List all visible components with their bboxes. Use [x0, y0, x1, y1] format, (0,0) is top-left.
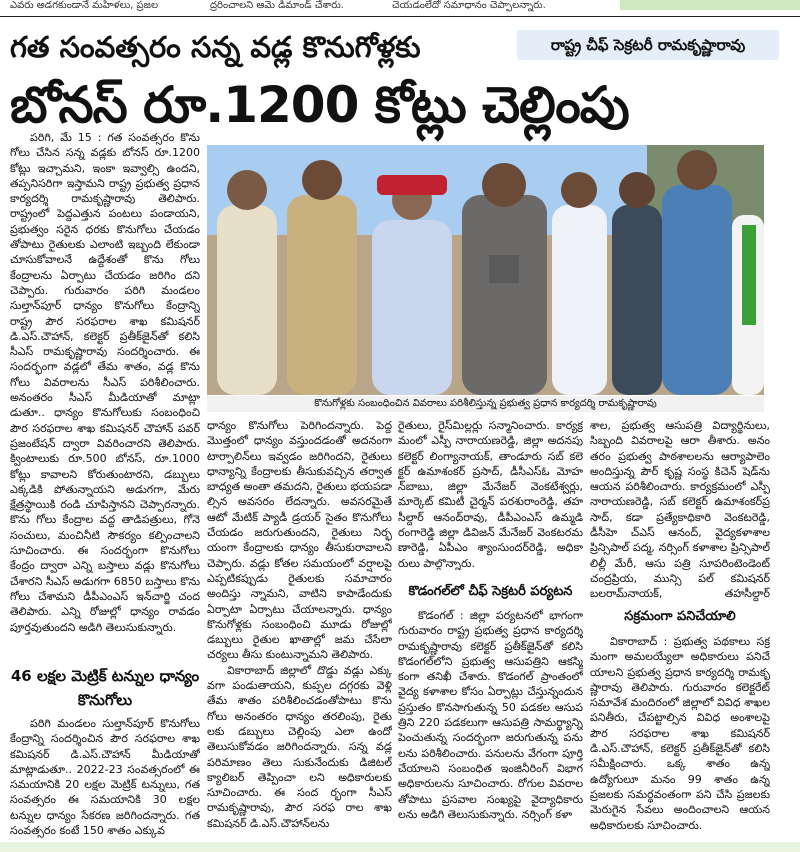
article-column-1-bottom: [10, 716, 200, 838]
subheading-paddy-purchase: 46 లక్షల మెట్రిక్ టన్నుల ధాన్యం కొనుగోలు: [10, 667, 200, 709]
photo-illustration: [207, 145, 764, 395]
paragraph: పరిగి, మే 15 : గత సంవత్సరం కొను గోలు చేసిన సన్న వడ్లకు బోనస్ రూ.1200 కోట్లు ఇచ్చామని, ఇంకా ఇవ్వాల్సి ఉందని, తప్పనిసరిగా ఇస్తామని రాష్ట్ర ప్రభుత్వ ప్రధాన కార్యదర్శి రామకృష్ణారావు తెలిపారు. రాష్ట్రంలో పెద్దఎత్తున పంటలు పండాయని, ప్రభుత్వం సరైన ధరకు కొనుగోలు చేయడం తోపాటు రైతులకు ఎలాంటి ఇబ్బంది లేకుండా చూసుకోవాలనే ఉద్దేశంతో కొను గోలు కేంద్రాలను ఏర్పాటు చేయడం జరిగిం దని చెప్పారు. గురువారం పరిగి మండలం సుల్తాన్‌పూర్ ధాన్యం కొనుగోలు కేంద్రాన్ని రాష్ట్ర పౌర సరఫరాల శాఖ కమిషనర్ డి.ఎస్.చౌహాన్, కలెక్టర్ ప్రతీక్‌జైన్‌తో కలిసి సీఎస్ రామకృష్ణారావు సందర్శించారు. ఈ సందర్భంగా వడ్లలో తేమ శాతం, వడ్ల కొను గోలు వివరాలను సీఎస్ పరిశీలించారు. అనంతరం సీఎస్ మీడియాతో మాట్లా డుతూ.. ధాన్యం కొనుగోలుకు సంబంధించి పౌర సరఫరాల శాఖ కమిషనర్ చౌహాన్ పవర్ ప్రజంటేషన్ ద్వారా వివరించారని తెలిపారు. క్వింటాలుకు రూ.500 బోనస్, రూ.1000 కోట్లు కావాలని కోరుతుంటారని, డబ్బులు ఎక్కడికి పోతున్నాయని అడుగగా, మేరు క్షేత్రస్థాయికి రండి చూపిస్తానని చెప్పారన్నారు. కొను గోలు కేంద్రాల వద్ద తాడిపత్రులు, గోనె సంచులు, మంచినీటి సౌకర్యం కల్పించాలని సూచించారు. ఈ సందర్భంగా కొనుగోలు కేంద్రం ద్వారా ఎన్ని బస్తాలు వడ్లు కొనుగోలు చేశారని సీఎస్ అడుగగా 6850 బస్తాలు కొను గోలు చేశామని డీపీఎంఎస్ ఇన్‌చార్జి చంద తెలిపారు. ఎన్ని రోజుల్లో ధాన్యం రావడం పూర్తవుతుందని అడిగి తెలుసుకున్నారు.: [10, 131, 200, 634]
subheading-kodangal: కొడంగల్‌లో చీఫ్ సెక్రటరీ పర్యటన: [408, 584, 573, 599]
strip-text-middle: ద్రరించాలని ఆమె డిమాండ్ చేశారు.: [210, 0, 344, 11]
bottom-band: [0, 842, 800, 852]
article-column-3: [398, 418, 583, 570]
article-column-4-bottom: [590, 634, 770, 838]
headline-kicker-right: రాష్ట్ర చీఫ్ సెక్రటరీ రామకృష్ణారావు: [517, 30, 779, 60]
news-photo: [207, 145, 764, 395]
headline-kicker: గత సంవత్సరం సన్న వడ్ల కొనుగోళ్లకు: [10, 30, 421, 64]
top-color-bar: [620, 0, 800, 10]
article-column-2: [207, 418, 392, 838]
subheading-work-properly: సక్రమంగా పనిచేయాలి: [624, 609, 736, 624]
article-column-4: [590, 418, 770, 602]
paragraph: శాల, ప్రభుత్వ ఆసుపత్రి విద్యార్థినులు, సిబ్బంది వివరాలపై ఆరా తీశారు. అనం తరం ప్రభుత్వ పాఠశాలలను ఆర్యాపాలెం అందిస్తున్న పౌర్ కృష్ణ సంస్థ కిచెన్ షెడ్‌ను ఆయన పరిశీలించారు. కార్యక్రమంలో ఎస్పీ నారాయణరెడ్డి, సబ్ కలెక్టర్ ఉమాశంకర్‌ప్ర సాద్, కడా ప్రత్యేకాధికారి వెంకటరెడ్డి, డీసీహె చ్‌ఎస్ ఆనంద్, వైద్యకళాశాల ప్రిన్సిపాల్ పద్మ, నర్సింగ్ కళాశాల ప్రిన్సిపాల్ లిల్లీ మేరీ, ఆసు పత్రి సూపరింటెండెంట్ చంద్రప్రియ, మున్సి పల్ కమిషనర్ బలరామ్‌నాయక్, తహసీల్దార్: [590, 419, 770, 601]
strip-text-right: చెయడంలేదో సమాధానం చెప్పాలన్నారు.: [392, 0, 546, 11]
top-divider: [0, 16, 800, 17]
strip-text-left: ఎవరు అడగకుండానే మహిళలు, ప్రజల: [10, 0, 159, 11]
paragraph: వికారాబాద్ : ప్రభుత్వ పథకాలు సక్ర మంగా అమలయ్యేలా అధికారులు పనిచే యాలని ప్రభుత్వ ప్రధాన కార్యదర్శి రామకృ ష్ణారావు తెలిపారు. గురువారం కలెక్టరేట్ సమావేశ మందిరంలో జిల్లాలో వివిధ శాఖల పనితీరు, చేపట్టాల్సిన వివిధ అంశాలపై పౌర సరఫరాల శాఖ కమిషనర్ డి.ఎస్.చౌహాన్, కలెక్టర్ ప్రతీక్‌జైన్‌తో కలిసి సమీక్షించారు. ఒక్క శాతం ఉన్న ఉద్యోగులూ మనం 99 శాతం ఉన్న ప్రజలకు సమర్థవంతంగా పని చేసి ప్రజలకు మెరుగైన సేవలు అందించాలని ఆయన అధికారులకు సూచించారు.: [590, 635, 770, 832]
paragraph: రైతులు, రైస్‌మిల్లర్లు సన్మానించారు. కార్యక్ర మంలో ఎస్పీ నారాయణరెడ్డి, జిల్లా అదనపు కలెక్టర్ లింగ్యానాయక్, తాండూరు సబ్ కలె క్టర్ ఉమాశంకర్ ప్రసాద్, డీసీఎస్‌ఓ మోహ న్‌బాబు, జిల్లా మేనేజర్ వెంకటేశ్వర్లు, మార్కెట్ కమిటీ చైర్మన్ పరశురాంరెడ్డి, తహ సీల్దార్ ఆనంద్‌రావు, డీపీఎంఎస్ ఉమ్మడి రంగారెడ్డి జిల్లా డివిజన్ మేనేజర్ వెంకటరమ ణారెడ్డి, ఏపీఎం శ్యాంసుందర్‌రెడ్డి, అధికా రులు పాల్గొన్నారు.: [398, 419, 583, 570]
main-headline: బోనస్ రూ.1200 కోట్లు చెల్లింపు: [10, 76, 629, 134]
photo-caption: కొనుగోళ్లకు సంబంధించిన వివరాలు పరిశీలిస్తున్న ప్రభుత్వ ప్రధాన కార్యదర్శి రామకృష్ణారావు: [207, 396, 764, 412]
paragraph: వికారాబాద్ జిల్లాలో దొడ్డు వడ్లు ఎక్కు వగా పండుతాయని, కుప్పల దగ్గరకు వెళ్లి తేమ శాతం పరిశీలించడంతోపాటు కొను గోలు అనంతరం ధాన్యం తరలింపు, రైతు లకు డబ్బులు చెల్లింపు ఎలా ఉందో తెలుసుకోవడం జరిగిందన్నారు. సన్న వడ్ల పరిమాణం తెలు సుకునేందుకు డిజిటల్ క్యాలిబర్ తెప్పించా లని అధికారులకు సూచించారు. ఈ సంద ర్భంగా సీఎస్ రామకృష్ణారావు, పౌర సరఫ రాల శాఖ కమిషనర్ డి.ఎస్.చౌహాన్‌లను: [207, 663, 392, 830]
paragraph: ధాన్యం కొనుగోలు పెరిగిందన్నారు. పెద్ద మొత్తంలో ధాన్యం వస్తుందడంతో అదనంగా టార్పాలిన్‌లు ఇవ్వడం జరిగిందని, రైతులు ధాన్యాన్ని కేంద్రాలకు తీసుకువచ్చిన తర్వాత బాధ్యత అంతా తమదని, రైతులు భయపడా ల్సిన అవసరం లేదన్నారు. అవసరమైతే ఆటో మేటిక్ ప్యాడీ డ్రయర్ సైతం కొనుగోలు చేయడం జరుగుతుందని, రైతులు నిర్భ యంగా కేంద్రాలకు ధాన్యం తీసుకురావాలని చెప్పారు. వడ్లు కోతల సమయంలో వర్షాలపై ఎప్పటికప్పుడు రైతులకు సమాచారం అందిస్తు న్నామని, వాటిని కాపాడేందుకు ఏర్పాటా ఏర్పాటు చేయాలన్నారు. ధాన్యం కొనుగోళ్లకు సంబంధించి మూడు రోజుల్లో డబ్బులు రైతుల ఖాతాల్లో జమ చేసేలా చర్యలు తీసు కుంటున్నామని తెలిపారు.: [207, 419, 392, 662]
paragraph: కొడంగల్ : జిల్లా పర్యటనలో భాగంగా గురువారం రాష్ట్ర ప్రభుత్వ ప్రధాన కార్యదర్శి రామకృష్ణారావు కలెక్టర్ ప్రతీక్‌జైన్‌తో కలిసి కొడంగల్‌లోని ప్రభుత్వ ఆసుపత్రిని ఆకస్మి కంగా తనిఖీ చేశారు. కొడంగల్ ప్రాంతంలో వైద్య కళాశాల కోసం ఏర్పాట్లు చేస్తున్నందున ప్రస్తుతం కొనసాగుతున్న 50 పడకల ఆసుప త్రిని 220 పడకలుగా ఆసుపత్రి సామర్థ్యాన్ని పెంచుతున్న సందర్భంగా జరుగుతున్న పను లను పరిశీలించారు. పనులను వేగంగా పూర్తి చేయాలని సంబంధిత ఇంజినీరింగ్ విభాగ అధికారులను సూచించారు. రోగుల వివరాల తోపాటు ప్రసవాల సంఖ్యపై వైద్యాధికారు లను అడిగి తెలుసుకున్నారు. నర్సింగ్ కళా: [398, 609, 583, 821]
article-column-1: [10, 130, 200, 660]
paragraph: పరిగి మండలం సుల్తాన్‌పూర్ కొనుగోలు కేంద్రాన్ని సందర్శించిన పౌర సరఫరాల శాఖ కమిషనర్ డి.ఎస్.చౌహాన్ మీడియాతో మాట్లాడుతూ.. 2022-23 సంవత్సరంలో ఈ సమయానికి 20 లక్షల మెట్రిక్ టన్నులు, గత సంవత్సరం ఈ సమయానికి 30 లక్షల టన్నుల ధాన్యం సేకరణ జరిగిందన్నారు. గత సంవత్సరం కంటే 150 శాతం ఎక్కువ: [10, 717, 200, 838]
article-column-3-bottom: [398, 608, 583, 838]
